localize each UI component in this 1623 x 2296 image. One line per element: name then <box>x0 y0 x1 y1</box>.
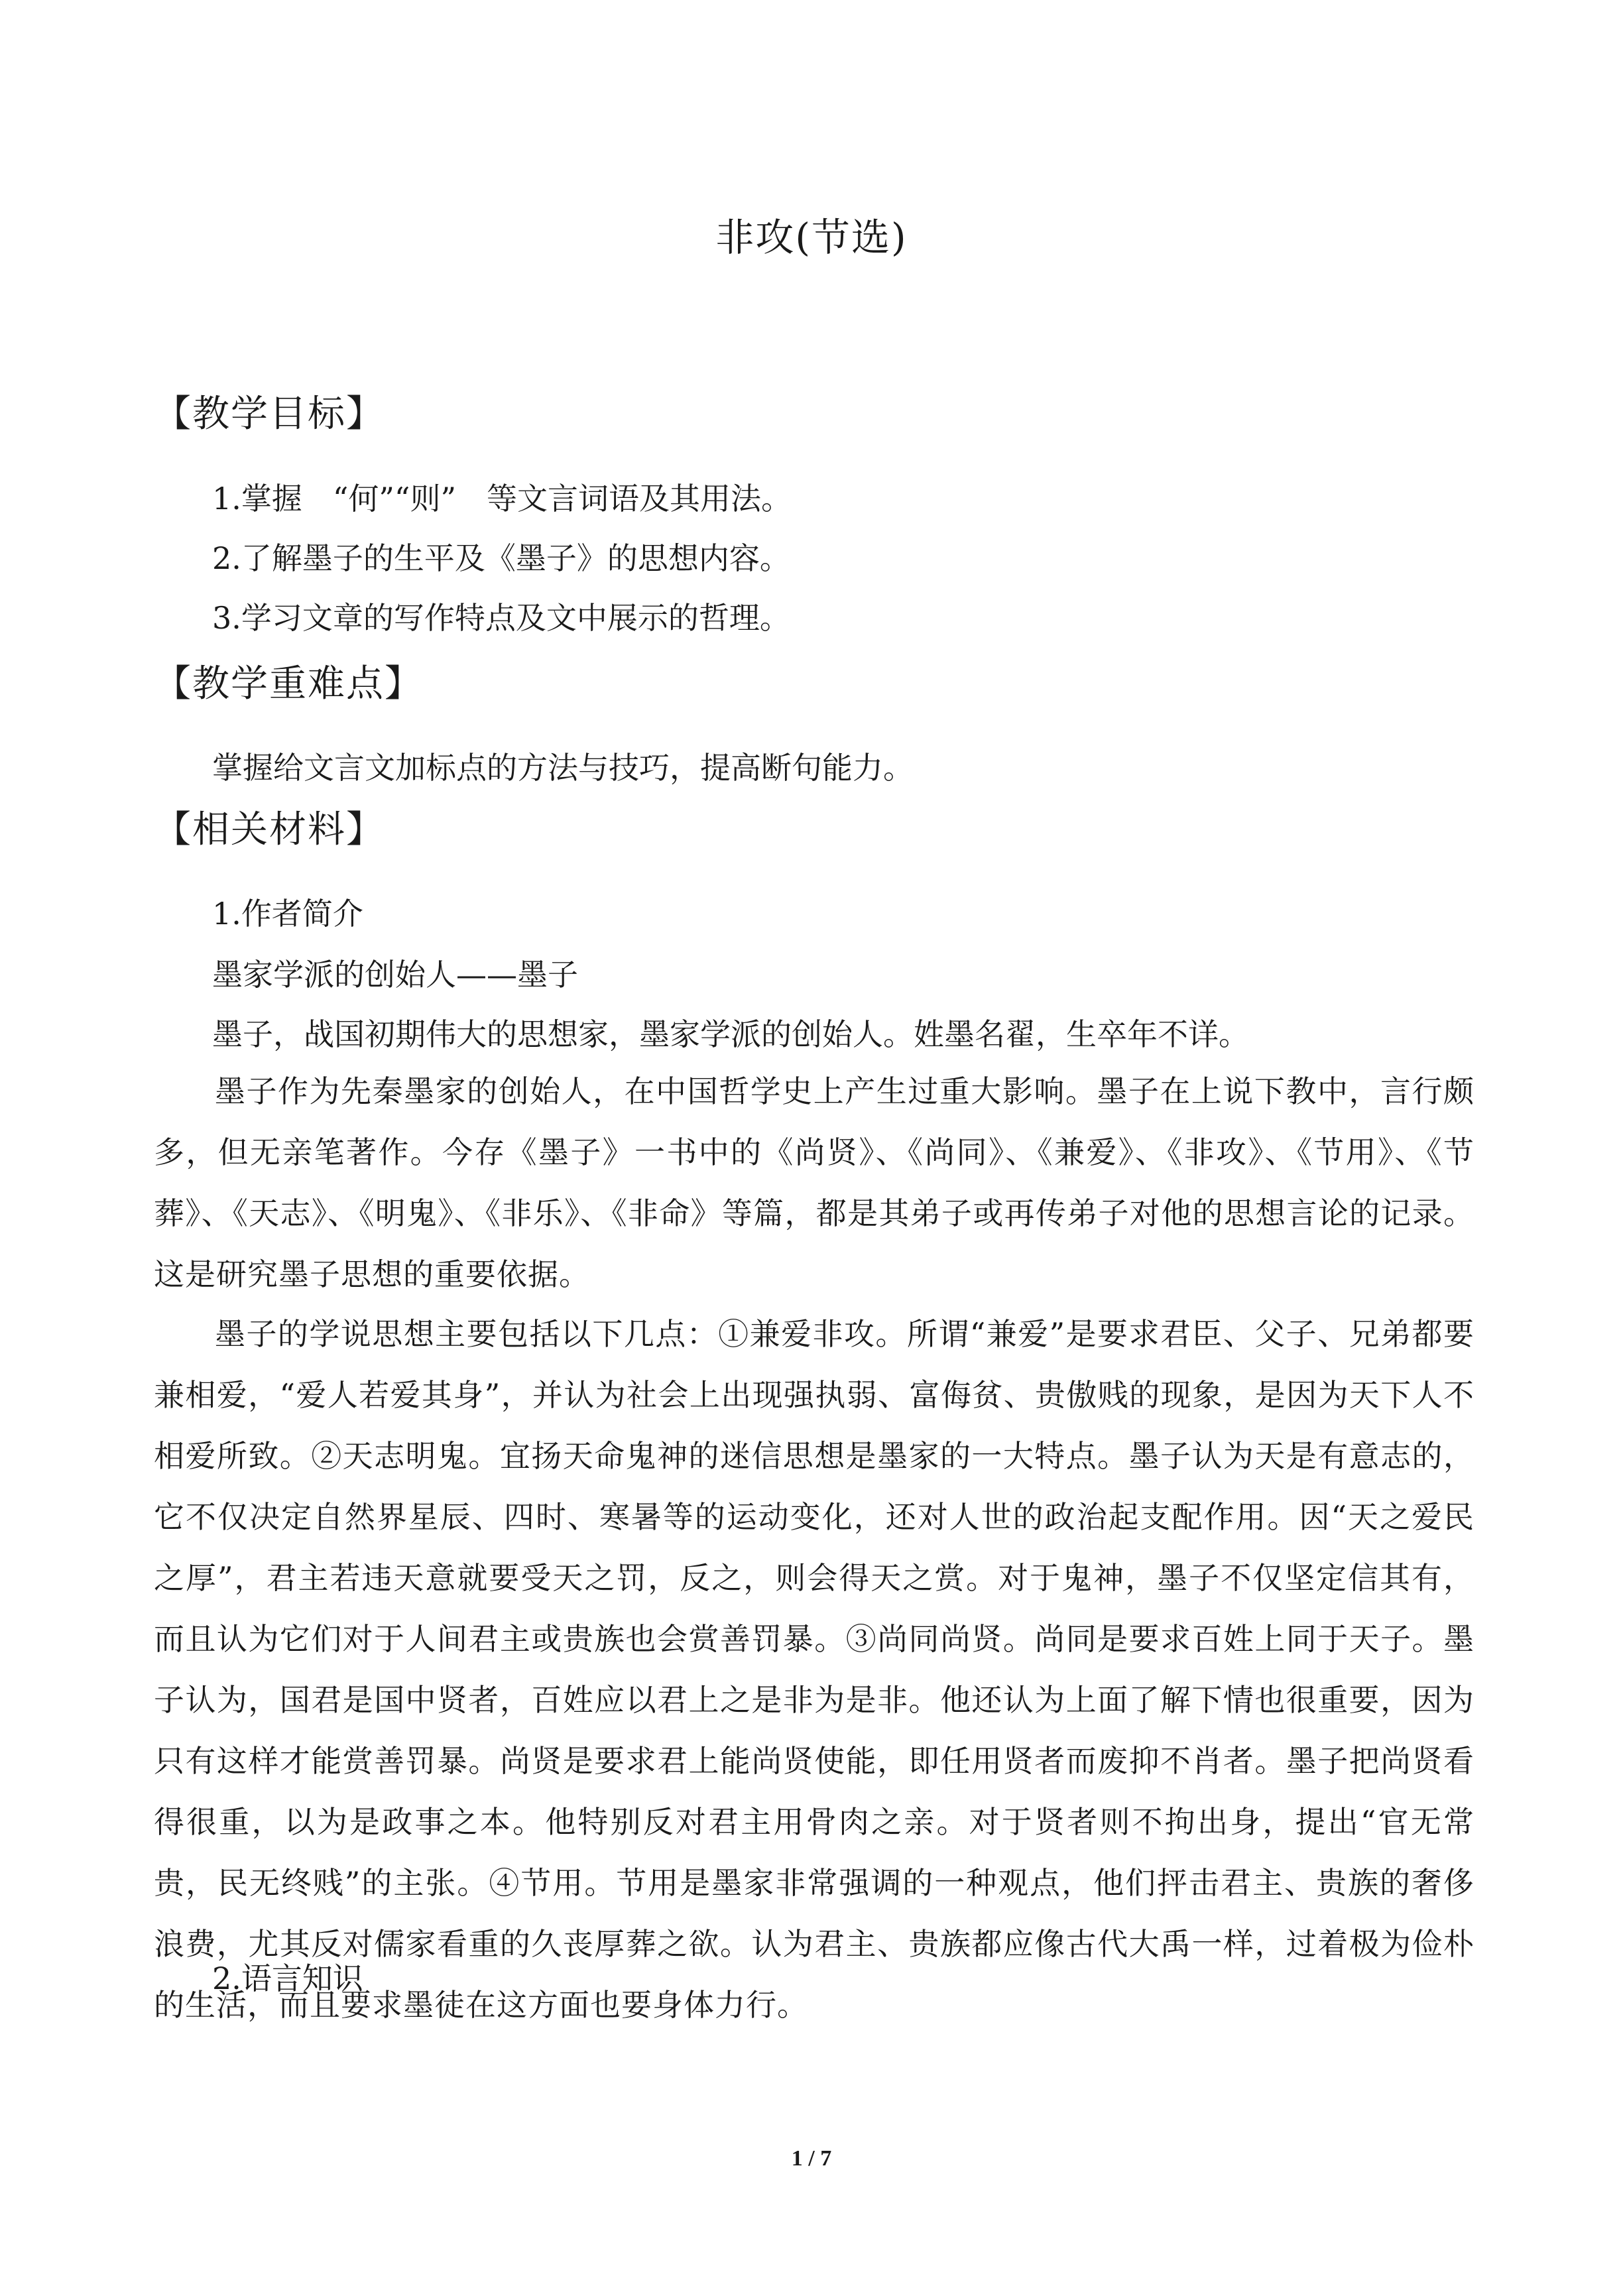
page-number: 1 / 7 <box>791 2146 832 2171</box>
subheading-author-intro: 1.作者简介 <box>212 896 363 932</box>
objective-item-1: 1.掌握 “何”“则” 等文言词语及其用法。 <box>212 481 792 516</box>
heading-objectives: 【教学目标】 <box>154 393 385 436</box>
page-title: 非攻(节选) <box>715 215 908 260</box>
paragraph-3: 墨子的学说思想主要包括以下几点：①兼爱非攻。所谓“兼爱”是要求君臣、父子、兄弟都要兼相爱，“爱人若爱其身”，并认为社会上出现强执弱、富侮贫、贵傲贱的现象，是因为天下人不相爱所致。②天志明鬼。宜扬天命鬼神的迷信思想是墨家的一大特点。墨子认为天是有意志的，它不仅决定自然界星辰、四时、寒暑等的运动变化，还对人世的政治起支配作用。因“天之爱民之厚”，君主若违天意就要受天之罚，反之，则会得天之赏。对于鬼神，墨子不仅坚定信其有，而且认为它们对于人间君主或贵族也会赏善罚暴。③尚同尚贤。尚同是要求百姓上同于天子。墨子认为，国君是国中贤者，百姓应以君上之是非为是非。他还认为上面了解下情也很重要，因为只有这样才能赏善罚暴。尚贤是要求君上能尚贤使能，即任用贤者而废抑不肖者。墨子把尚贤看得很重，以为是政事之本。他特别反对君主用骨肉之亲。对于贤者则不拘出身，提出“官无常贵，民无终贱”的主张。④节用。节用是墨家非常强调的一种观点，他们抨击君主、贵族的奢侈浪费，尤其反对儒家看重的久丧厚葬之欲。认为君主、贵族都应像古代大禹一样，过着极为俭朴的生活，而且要求墨徒在这方面也要身体力行。 <box>154 1316 1474 2023</box>
heading-materials: 【相关材料】 <box>154 808 385 851</box>
author-title-line: 墨家学派的创始人——墨子 <box>212 957 578 993</box>
paragraph-2: 墨子作为先秦墨家的创始人，在中国哲学史上产生过重大影响。墨子在上说下教中，言行颇多，但无亲笔著作。今存《墨子》一书中的《尚贤》、《尚同》、《兼爱》、《非攻》、《节用》、《节葬》、《天志》、《明鬼》、《非乐》、《非命》等篇，都是其弟子或再传弟子对他的思想言论的记录。这是研究墨子思想的重要依据。 <box>154 1073 1474 1292</box>
objective-item-2: 2.了解墨子的生平及《墨子》的思想内容。 <box>212 540 790 576</box>
paragraph-1: 墨子，战国初期伟大的思想家，墨家学派的创始人。姓墨名翟，生卒年不详。 <box>212 1016 1249 1052</box>
key-points-text: 掌握给文言文加标点的方法与技巧，提高断句能力。 <box>212 750 914 786</box>
objective-item-3: 3.学习文章的写作特点及文中展示的哲理。 <box>212 600 790 636</box>
subheading-language: 2.语言知识 <box>212 1961 363 1996</box>
heading-key-points: 【教学重难点】 <box>154 662 423 705</box>
